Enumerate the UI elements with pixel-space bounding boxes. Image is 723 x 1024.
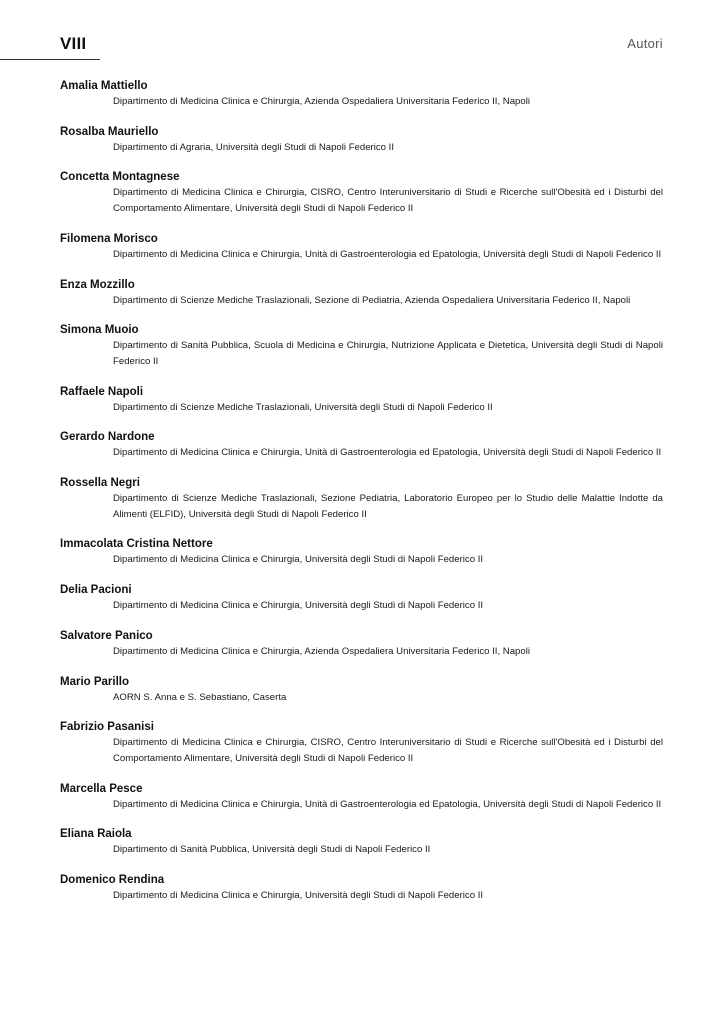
author-name: Immacolata Cristina Nettore	[60, 538, 213, 551]
author-list	[60, 78, 663, 918]
author-entry	[60, 231, 663, 263]
author-entry	[60, 781, 663, 813]
author-affiliation: Dipartimento di Medicina Clinica e Chirurgia, Unità di Gastroenterologia ed Epatologia, Università degli Studi di Napoli Federico II	[113, 798, 662, 810]
author-name: Salvatore Panico	[60, 629, 153, 642]
author-affiliation: Dipartimento di Medicina Clinica e Chirurgia, Università degli Studi di Napoli Federico II	[113, 890, 484, 902]
running-head: Autori	[627, 36, 663, 51]
author-affiliation: Dipartimento di Medicina Clinica e Chirurgia, CISRO, Centro Interuniversitario di Studi e Ricerche sull'Obesità ed i Disturbi del Comportamento Alimentare, Università degli Studi di Napoli Federico II	[113, 187, 663, 215]
author-affiliation: Dipartimento di Sanità Pubblica, Scuola di Medicina e Chirurgia, Nutrizione Applicata e Dietetica, Università degli Studi di Napoli Federico II	[113, 340, 663, 367]
author-entry	[60, 628, 663, 660]
author-name: Mario Parillo	[60, 675, 130, 688]
author-entry	[60, 872, 663, 904]
author-name: Domenico Rendina	[60, 874, 165, 887]
author-affiliation: Dipartimento di Medicina Clinica e Chirurgia, Università degli Studi di Napoli Federico II	[113, 554, 484, 566]
author-name: Filomena Morisco	[60, 232, 158, 245]
author-affiliation: Dipartimento di Medicina Clinica e Chirurgia, Azienda Ospedaliera Universitaria Federico II, Napoli	[113, 96, 530, 107]
author-name: Gerardo Nardone	[60, 431, 155, 444]
author-entry	[60, 536, 663, 568]
author-entry	[60, 475, 663, 522]
author-name: Amalia Mattiello	[60, 80, 148, 92]
author-affiliation: Dipartimento di Medicina Clinica e Chirurgia, Unità di Gastroenterologia ed Epatologia, Università degli Studi di Napoli Federico II	[113, 447, 662, 459]
author-entry	[60, 582, 663, 614]
author-affiliation: Dipartimento di Medicina Clinica e Chirurgia, CISRO, Centro Interuniversitario di Studi e Ricerche sull'Obesità ed i Disturbi del Comportamento Alimentare, Università degli Studi di Napoli Federico II	[113, 737, 663, 764]
author-affiliation: Dipartimento di Scienze Mediche Traslazionali, Università degli Studi di Napoli Federico II	[113, 401, 493, 413]
author-name: Rosalba Mauriello	[60, 125, 159, 138]
author-name: Concetta Montagnese	[60, 171, 180, 184]
author-affiliation: Dipartimento di Scienze Mediche Traslazionali, Sezione Pediatria, Laboratorio Europeo per lo Studio delle Malattie Indotte da Alimenti (ELFID), Università degli Studi di Napoli Federico II	[113, 493, 663, 520]
header-rule	[0, 59, 100, 60]
author-entry	[60, 719, 663, 766]
author-entry	[60, 277, 663, 309]
author-entry	[60, 322, 663, 369]
author-entry	[60, 124, 663, 156]
author-name: Raffaele Napoli	[60, 385, 144, 398]
author-name: Enza Mozzillo	[60, 278, 135, 291]
author-name: Fabrizio Pasanisi	[60, 721, 154, 734]
author-affiliation: Dipartimento di Agraria, Università degli Studi di Napoli Federico II	[113, 141, 395, 153]
author-entry	[60, 78, 663, 110]
author-name: Eliana Raiola	[60, 828, 132, 841]
author-affiliation: Dipartimento di Sanità Pubblica, Università degli Studi di Napoli Federico II	[113, 844, 431, 856]
author-affiliation: Dipartimento di Medicina Clinica e Chirurgia, Università degli Studi di Napoli Federico II	[113, 600, 484, 612]
author-entry	[60, 826, 663, 858]
author-entry	[60, 169, 663, 216]
page-number: VIII	[60, 34, 87, 53]
author-entry	[60, 429, 663, 461]
author-entry	[60, 674, 663, 706]
author-affiliation: Dipartimento di Medicina Clinica e Chirurgia, Azienda Ospedaliera Universitaria Federico II, Napoli	[113, 645, 530, 657]
author-name: Delia Pacioni	[60, 584, 132, 597]
author-entry	[60, 384, 663, 416]
author-name: Marcella Pesce	[60, 782, 143, 795]
author-affiliation: AORN S. Anna e S. Sebastiano, Caserta	[113, 691, 287, 703]
author-affiliation: Dipartimento di Scienze Mediche Traslazionali, Sezione di Pediatria, Azienda Ospedaliera Universitaria Federico II, Napoli	[113, 294, 631, 306]
author-name: Simona Muoio	[60, 324, 139, 337]
author-name: Rossella Negri	[60, 477, 140, 490]
author-affiliation: Dipartimento di Medicina Clinica e Chirurgia, Unità di Gastroenterologia ed Epatologia, Università degli Studi di Napoli Federico II	[113, 248, 662, 260]
